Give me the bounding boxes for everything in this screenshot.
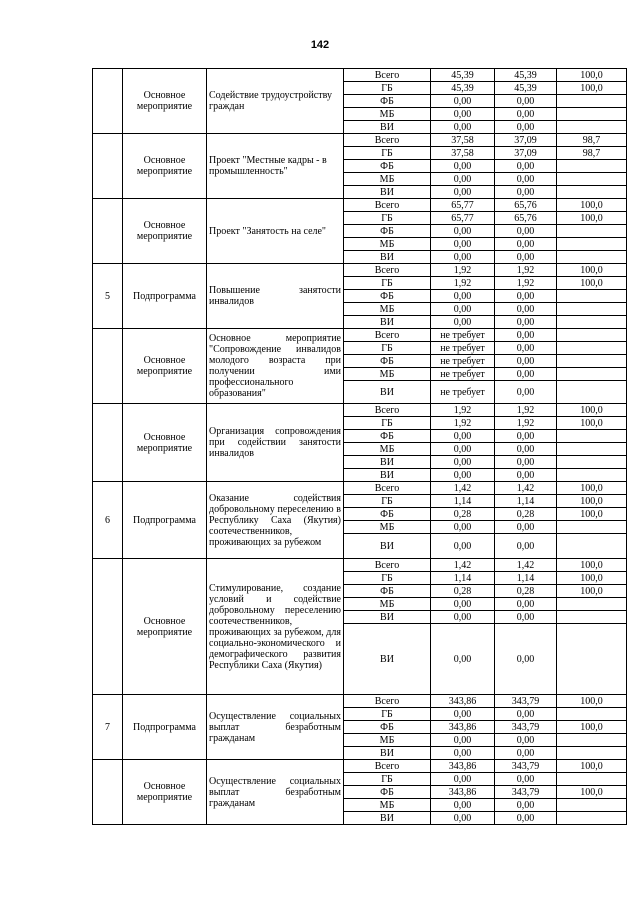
percent-completed bbox=[557, 708, 627, 721]
funding-source: ГБ bbox=[344, 417, 431, 430]
planned-amount: 0,00 bbox=[431, 456, 495, 469]
funding-source: ВИ bbox=[344, 456, 431, 469]
actual-amount: 1,14 bbox=[495, 572, 557, 585]
table-row bbox=[93, 329, 627, 342]
percent-completed bbox=[557, 469, 627, 482]
section-type: Основное мероприятие bbox=[123, 760, 207, 825]
funding-source: МБ bbox=[344, 173, 431, 186]
section-number: 7 bbox=[93, 695, 123, 760]
planned-amount: 0,00 bbox=[431, 799, 495, 812]
planned-amount: не требует bbox=[431, 329, 495, 342]
percent-completed bbox=[557, 381, 627, 404]
funding-source: ГБ bbox=[344, 147, 431, 160]
planned-amount: 0,00 bbox=[431, 611, 495, 624]
planned-amount: 45,39 bbox=[431, 69, 495, 82]
planned-amount: 0,00 bbox=[431, 521, 495, 534]
percent-completed: 100,0 bbox=[557, 404, 627, 417]
funding-source: ФБ bbox=[344, 160, 431, 173]
table-row bbox=[93, 559, 627, 572]
section-type: Основное мероприятие bbox=[123, 559, 207, 695]
funding-source: Всего bbox=[344, 199, 431, 212]
planned-amount: не требует bbox=[431, 368, 495, 381]
percent-completed: 100,0 bbox=[557, 760, 627, 773]
planned-amount: 0,00 bbox=[431, 225, 495, 238]
funding-source: ВИ bbox=[344, 611, 431, 624]
section-description: Основное мероприятие "Сопровождение инвалидов молодого возраста при получении ими профессионального образования" bbox=[207, 329, 344, 404]
percent-completed: 100,0 bbox=[557, 199, 627, 212]
actual-amount: 0,00 bbox=[495, 469, 557, 482]
percent-completed bbox=[557, 186, 627, 199]
actual-amount: 65,76 bbox=[495, 199, 557, 212]
percent-completed bbox=[557, 368, 627, 381]
actual-amount: 45,39 bbox=[495, 82, 557, 95]
percent-completed: 100,0 bbox=[557, 277, 627, 290]
funding-source: ГБ bbox=[344, 495, 431, 508]
funding-source: ФБ bbox=[344, 721, 431, 734]
actual-amount: 0,00 bbox=[495, 303, 557, 316]
section-description: Содействие трудоустройству граждан bbox=[207, 69, 344, 134]
actual-amount: 0,00 bbox=[495, 108, 557, 121]
funding-source: ГБ bbox=[344, 82, 431, 95]
planned-amount: 343,86 bbox=[431, 695, 495, 708]
funding-source: Всего bbox=[344, 760, 431, 773]
planned-amount: 0,00 bbox=[431, 773, 495, 786]
planned-amount: 0,00 bbox=[431, 251, 495, 264]
section-description: Осуществление социальных выплат безработным гражданам bbox=[207, 760, 344, 825]
section-description: Осуществление социальных выплат безработным гражданам bbox=[207, 695, 344, 760]
budget-table bbox=[92, 68, 627, 825]
actual-amount: 0,00 bbox=[495, 251, 557, 264]
actual-amount: 1,92 bbox=[495, 264, 557, 277]
planned-amount: 0,00 bbox=[431, 443, 495, 456]
actual-amount: 0,00 bbox=[495, 121, 557, 134]
funding-source: МБ bbox=[344, 734, 431, 747]
table-row bbox=[93, 695, 627, 708]
planned-amount: 1,42 bbox=[431, 559, 495, 572]
actual-amount: 0,00 bbox=[495, 225, 557, 238]
actual-amount: 0,00 bbox=[495, 598, 557, 611]
section-type: Основное мероприятие bbox=[123, 404, 207, 482]
actual-amount: 0,00 bbox=[495, 316, 557, 329]
funding-source: ФБ bbox=[344, 290, 431, 303]
percent-completed bbox=[557, 443, 627, 456]
funding-source: Всего bbox=[344, 695, 431, 708]
actual-amount: 37,09 bbox=[495, 147, 557, 160]
actual-amount: 0,28 bbox=[495, 508, 557, 521]
funding-source: ГБ bbox=[344, 708, 431, 721]
funding-source: МБ bbox=[344, 521, 431, 534]
percent-completed bbox=[557, 799, 627, 812]
funding-source: ФБ bbox=[344, 95, 431, 108]
funding-source: МБ bbox=[344, 799, 431, 812]
funding-source: ФБ bbox=[344, 355, 431, 368]
planned-amount: не требует bbox=[431, 342, 495, 355]
funding-source: ФБ bbox=[344, 430, 431, 443]
planned-amount: 0,00 bbox=[431, 747, 495, 760]
percent-completed bbox=[557, 160, 627, 173]
funding-source: МБ bbox=[344, 443, 431, 456]
percent-completed bbox=[557, 598, 627, 611]
planned-amount: 37,58 bbox=[431, 147, 495, 160]
table-row bbox=[93, 482, 627, 495]
actual-amount: 0,00 bbox=[495, 160, 557, 173]
percent-completed: 100,0 bbox=[557, 572, 627, 585]
section-type: Подпрограмма bbox=[123, 482, 207, 559]
actual-amount: 0,00 bbox=[495, 624, 557, 695]
actual-amount: 0,00 bbox=[495, 521, 557, 534]
funding-source: ФБ bbox=[344, 786, 431, 799]
percent-completed: 100,0 bbox=[557, 212, 627, 225]
funding-source: ВИ bbox=[344, 186, 431, 199]
percent-completed: 100,0 bbox=[557, 417, 627, 430]
planned-amount: 0,00 bbox=[431, 173, 495, 186]
percent-completed: 98,7 bbox=[557, 147, 627, 160]
planned-amount: 1,14 bbox=[431, 495, 495, 508]
percent-completed bbox=[557, 534, 627, 559]
actual-amount: 0,00 bbox=[495, 812, 557, 825]
actual-amount: 1,92 bbox=[495, 277, 557, 290]
percent-completed bbox=[557, 773, 627, 786]
percent-completed bbox=[557, 108, 627, 121]
planned-amount: 0,00 bbox=[431, 469, 495, 482]
planned-amount: 0,00 bbox=[431, 108, 495, 121]
actual-amount: 37,09 bbox=[495, 134, 557, 147]
percent-completed bbox=[557, 355, 627, 368]
percent-completed bbox=[557, 734, 627, 747]
funding-source: Всего bbox=[344, 482, 431, 495]
actual-amount: 0,00 bbox=[495, 95, 557, 108]
planned-amount: 343,86 bbox=[431, 721, 495, 734]
section-type: Основное мероприятие bbox=[123, 69, 207, 134]
actual-amount: 0,00 bbox=[495, 238, 557, 251]
funding-source: ФБ bbox=[344, 508, 431, 521]
planned-amount: 65,77 bbox=[431, 199, 495, 212]
actual-amount: 0,00 bbox=[495, 329, 557, 342]
actual-amount: 1,42 bbox=[495, 482, 557, 495]
funding-source: ВИ bbox=[344, 747, 431, 760]
planned-amount: 0,00 bbox=[431, 812, 495, 825]
actual-amount: 0,00 bbox=[495, 773, 557, 786]
actual-amount: 0,00 bbox=[495, 747, 557, 760]
funding-source: ФБ bbox=[344, 585, 431, 598]
section-type: Основное мероприятие bbox=[123, 199, 207, 264]
funding-source: МБ bbox=[344, 108, 431, 121]
section-number bbox=[93, 760, 123, 825]
planned-amount: 0,00 bbox=[431, 290, 495, 303]
percent-completed bbox=[557, 456, 627, 469]
actual-amount: 343,79 bbox=[495, 786, 557, 799]
funding-source: ГБ bbox=[344, 773, 431, 786]
actual-amount: 1,14 bbox=[495, 495, 557, 508]
planned-amount: 0,00 bbox=[431, 624, 495, 695]
percent-completed bbox=[557, 238, 627, 251]
planned-amount: 1,92 bbox=[431, 277, 495, 290]
percent-completed bbox=[557, 611, 627, 624]
table-row bbox=[93, 264, 627, 277]
planned-amount: 0,00 bbox=[431, 430, 495, 443]
percent-completed: 100,0 bbox=[557, 69, 627, 82]
actual-amount: 0,28 bbox=[495, 585, 557, 598]
actual-amount: 0,00 bbox=[495, 381, 557, 404]
funding-source: МБ bbox=[344, 303, 431, 316]
planned-amount: 0,00 bbox=[431, 598, 495, 611]
percent-completed bbox=[557, 173, 627, 186]
percent-completed bbox=[557, 303, 627, 316]
actual-amount: 0,00 bbox=[495, 430, 557, 443]
percent-completed bbox=[557, 430, 627, 443]
funding-source: ГБ bbox=[344, 212, 431, 225]
funding-source: ВИ bbox=[344, 469, 431, 482]
actual-amount: 0,00 bbox=[495, 355, 557, 368]
funding-source: ФБ bbox=[344, 225, 431, 238]
section-number bbox=[93, 404, 123, 482]
planned-amount: 0,00 bbox=[431, 186, 495, 199]
actual-amount: 0,00 bbox=[495, 708, 557, 721]
percent-completed bbox=[557, 290, 627, 303]
funding-source: Всего bbox=[344, 559, 431, 572]
percent-completed: 100,0 bbox=[557, 721, 627, 734]
section-description: Проект "Местные кадры - в промышленность" bbox=[207, 134, 344, 199]
percent-completed bbox=[557, 316, 627, 329]
actual-amount: 0,00 bbox=[495, 799, 557, 812]
section-number: 5 bbox=[93, 264, 123, 329]
percent-completed bbox=[557, 624, 627, 695]
planned-amount: 0,28 bbox=[431, 508, 495, 521]
percent-completed: 100,0 bbox=[557, 82, 627, 95]
funding-source: ГБ bbox=[344, 342, 431, 355]
funding-source: Всего bbox=[344, 134, 431, 147]
percent-completed bbox=[557, 812, 627, 825]
funding-source: Всего bbox=[344, 329, 431, 342]
planned-amount: 0,00 bbox=[431, 95, 495, 108]
funding-source: ВИ bbox=[344, 316, 431, 329]
actual-amount: 1,42 bbox=[495, 559, 557, 572]
actual-amount: 0,00 bbox=[495, 368, 557, 381]
funding-source: ВИ bbox=[344, 121, 431, 134]
percent-completed: 100,0 bbox=[557, 508, 627, 521]
planned-amount: 1,92 bbox=[431, 417, 495, 430]
planned-amount: не требует bbox=[431, 355, 495, 368]
funding-source: ВИ bbox=[344, 812, 431, 825]
section-type: Основное мероприятие bbox=[123, 134, 207, 199]
section-number bbox=[93, 559, 123, 695]
planned-amount: 37,58 bbox=[431, 134, 495, 147]
section-description: Оказание содействия добровольному переселению в Республику Саха (Якутия) соотечественников, проживающих за рубежом bbox=[207, 482, 344, 559]
percent-completed bbox=[557, 121, 627, 134]
actual-amount: 0,00 bbox=[495, 290, 557, 303]
funding-source: МБ bbox=[344, 598, 431, 611]
table-row bbox=[93, 69, 627, 82]
planned-amount: 0,00 bbox=[431, 238, 495, 251]
planned-amount: 1,14 bbox=[431, 572, 495, 585]
actual-amount: 343,79 bbox=[495, 760, 557, 773]
section-number bbox=[93, 329, 123, 404]
actual-amount: 343,79 bbox=[495, 721, 557, 734]
section-description: Повышение занятости инвалидов bbox=[207, 264, 344, 329]
planned-amount: 65,77 bbox=[431, 212, 495, 225]
actual-amount: 65,76 bbox=[495, 212, 557, 225]
section-type: Подпрограмма bbox=[123, 695, 207, 760]
actual-amount: 0,00 bbox=[495, 173, 557, 186]
planned-amount: 343,86 bbox=[431, 760, 495, 773]
actual-amount: 0,00 bbox=[495, 534, 557, 559]
actual-amount: 343,79 bbox=[495, 695, 557, 708]
funding-source: ВИ bbox=[344, 381, 431, 404]
percent-completed: 100,0 bbox=[557, 495, 627, 508]
percent-completed: 100,0 bbox=[557, 585, 627, 598]
planned-amount: 0,00 bbox=[431, 121, 495, 134]
percent-completed: 100,0 bbox=[557, 559, 627, 572]
percent-completed: 100,0 bbox=[557, 482, 627, 495]
percent-completed bbox=[557, 95, 627, 108]
planned-amount: 1,42 bbox=[431, 482, 495, 495]
planned-amount: не требует bbox=[431, 381, 495, 404]
percent-completed: 100,0 bbox=[557, 264, 627, 277]
planned-amount: 0,00 bbox=[431, 160, 495, 173]
section-description: Организация сопровождения при содействии занятости инвалидов bbox=[207, 404, 344, 482]
table-row bbox=[93, 199, 627, 212]
actual-amount: 0,00 bbox=[495, 734, 557, 747]
planned-amount: 45,39 bbox=[431, 82, 495, 95]
percent-completed: 98,7 bbox=[557, 134, 627, 147]
funding-source: ВИ bbox=[344, 624, 431, 695]
section-number bbox=[93, 199, 123, 264]
funding-source: ВИ bbox=[344, 251, 431, 264]
table-row bbox=[93, 760, 627, 773]
funding-source: Всего bbox=[344, 264, 431, 277]
percent-completed: 100,0 bbox=[557, 786, 627, 799]
funding-source: ГБ bbox=[344, 277, 431, 290]
actual-amount: 0,00 bbox=[495, 443, 557, 456]
section-number bbox=[93, 69, 123, 134]
percent-completed: 100,0 bbox=[557, 695, 627, 708]
percent-completed bbox=[557, 342, 627, 355]
section-description: Стимулирование, создание условий и содействие добровольному переселению соотечественников, проживающих за рубежом, для социально-экономического и демографического развития Республики Саха (Якутия) bbox=[207, 559, 344, 695]
funding-source: МБ bbox=[344, 368, 431, 381]
funding-source: МБ bbox=[344, 238, 431, 251]
planned-amount: 1,92 bbox=[431, 404, 495, 417]
section-description: Проект "Занятость на селе" bbox=[207, 199, 344, 264]
planned-amount: 0,00 bbox=[431, 534, 495, 559]
section-type: Основное мероприятие bbox=[123, 329, 207, 404]
percent-completed bbox=[557, 521, 627, 534]
percent-completed bbox=[557, 225, 627, 238]
actual-amount: 1,92 bbox=[495, 404, 557, 417]
percent-completed bbox=[557, 251, 627, 264]
section-type: Подпрограмма bbox=[123, 264, 207, 329]
funding-source: Всего bbox=[344, 404, 431, 417]
funding-source: ВИ bbox=[344, 534, 431, 559]
planned-amount: 0,00 bbox=[431, 303, 495, 316]
planned-amount: 1,92 bbox=[431, 264, 495, 277]
planned-amount: 343,86 bbox=[431, 786, 495, 799]
actual-amount: 0,00 bbox=[495, 186, 557, 199]
percent-completed bbox=[557, 747, 627, 760]
funding-source: ГБ bbox=[344, 572, 431, 585]
percent-completed bbox=[557, 329, 627, 342]
actual-amount: 0,00 bbox=[495, 342, 557, 355]
page-number: 142 bbox=[310, 39, 330, 51]
table-row bbox=[93, 404, 627, 417]
planned-amount: 0,00 bbox=[431, 316, 495, 329]
table-row bbox=[93, 134, 627, 147]
actual-amount: 1,92 bbox=[495, 417, 557, 430]
actual-amount: 0,00 bbox=[495, 611, 557, 624]
section-number: 6 bbox=[93, 482, 123, 559]
actual-amount: 0,00 bbox=[495, 456, 557, 469]
planned-amount: 0,00 bbox=[431, 708, 495, 721]
planned-amount: 0,28 bbox=[431, 585, 495, 598]
planned-amount: 0,00 bbox=[431, 734, 495, 747]
funding-source: Всего bbox=[344, 69, 431, 82]
actual-amount: 45,39 bbox=[495, 69, 557, 82]
section-number bbox=[93, 134, 123, 199]
